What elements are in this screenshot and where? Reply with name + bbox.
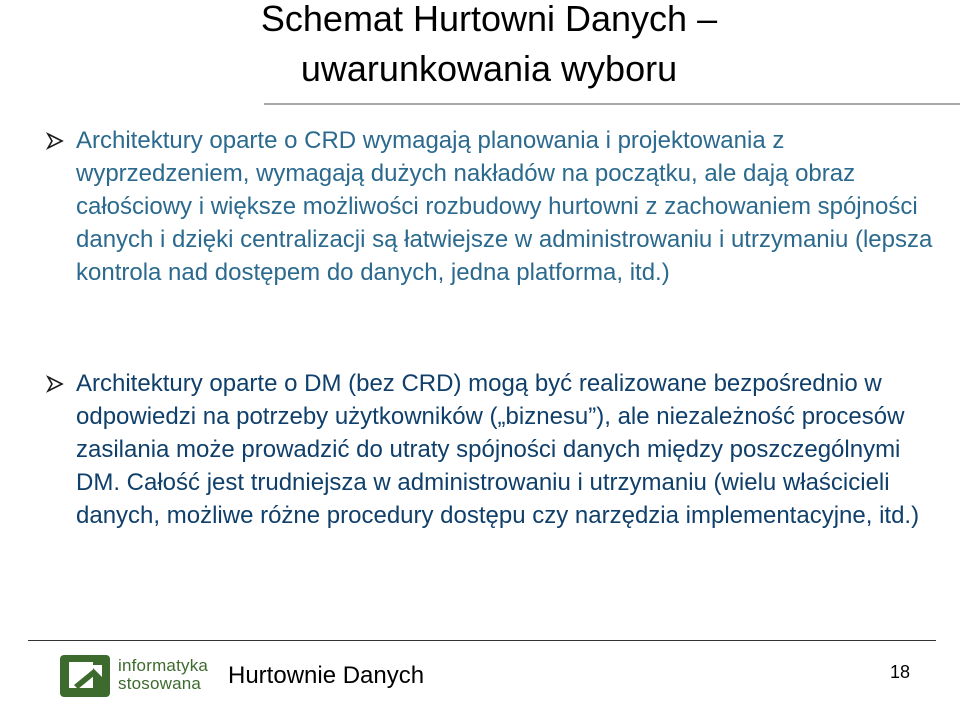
logo-wordmark-line-2: stosowana xyxy=(118,674,202,693)
arrowhead-outline-icon xyxy=(46,375,64,393)
logo-wordmark-line-1: informatyka xyxy=(118,656,209,675)
slide-title-line-2: uwarunkowania wyboru xyxy=(300,48,678,89)
title-divider xyxy=(264,103,960,105)
bullet-text: Architektury oparte o DM (bez CRD) mogą być realizowane bezpośrednio w odpowiedzi na potrzeby użytkowników („biznesu”), ale niezależność procesów zasilania może prowadzić do utraty spójności danych między poszczególnymi DM. Całość jest trudniejsza w administrowaniu i utrzymaniu (wielu właścicieli danych, możliwe różne procedury dostępu czy narzędzia implementacyjne, itd.) xyxy=(76,370,920,529)
page-number: 18 xyxy=(889,662,911,682)
slide-title-line-1: Schemat Hurtowni Danych – xyxy=(260,0,718,39)
informatyka-stosowana-logo xyxy=(60,653,210,697)
informatyka-stosowana-logo-icon xyxy=(60,655,110,697)
footer-title: Hurtownie Danych xyxy=(228,662,425,689)
bullet-text: Architektury oparte o CRD wymagają planowania i projektowania z wyprzedzeniem, wymagają dużych nakładów na początku, ale dają obraz całościowy i większe możliwości rozbudowy hurtowni z zachowaniem spójności danych i dzięki centralizacji są łatwiejsze w administrowaniu i utrzymaniu (lepsza kontrola nad dostępem do danych, jedna platforma, itd.) xyxy=(76,127,933,286)
footer-divider xyxy=(28,640,936,641)
arrowhead-outline-icon xyxy=(46,132,64,150)
logo-wordmark xyxy=(118,657,218,693)
